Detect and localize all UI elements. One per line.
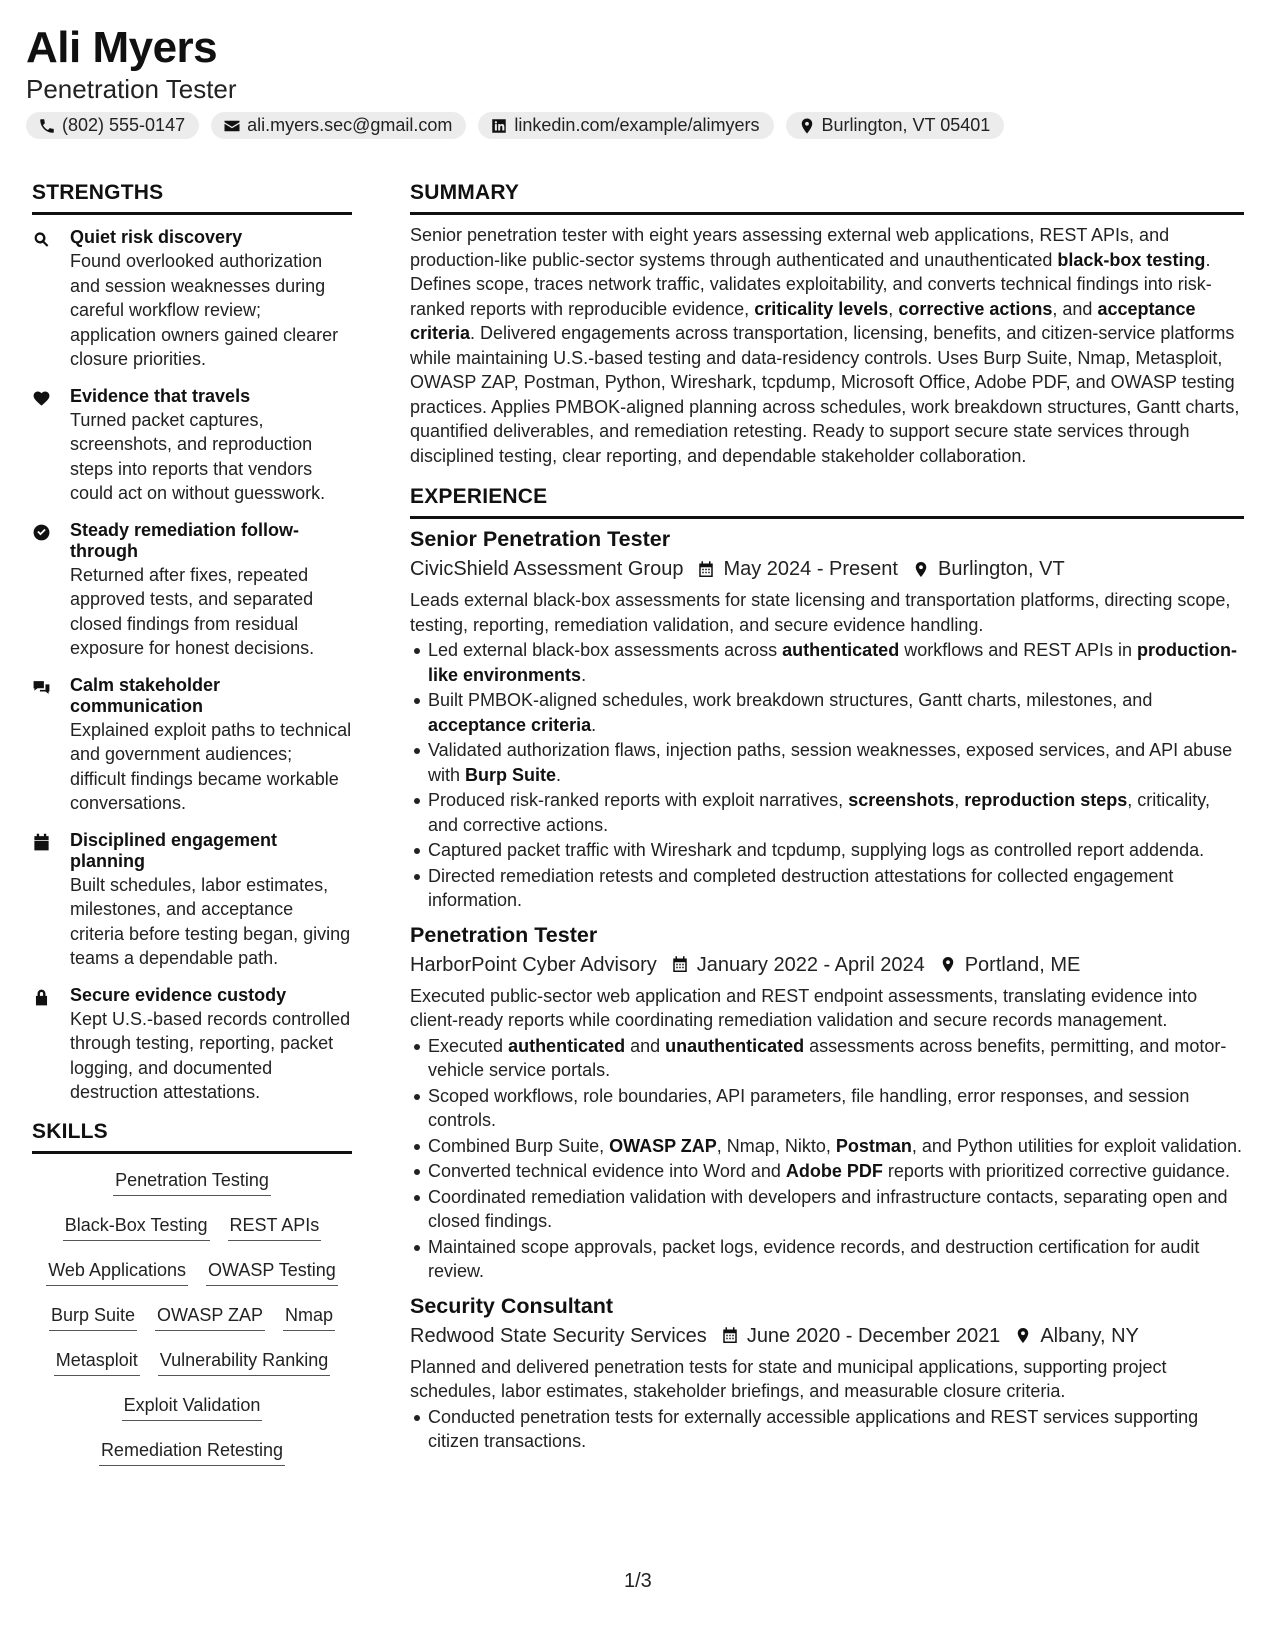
skill-tag: Burp Suite [49, 1303, 137, 1331]
skill-row [32, 1303, 352, 1348]
skill-row [32, 1348, 352, 1393]
linkedin-icon [490, 117, 508, 135]
job-location: Burlington, VT [937, 558, 1065, 580]
strength-title: Calm stakeholder communication [70, 674, 221, 716]
right-column [410, 180, 1244, 1455]
job-bullets [410, 1405, 1244, 1454]
strength-desc: Kept U.S.-based records controlled through testing, reporting, packet logging, and documented destruction attestations. [70, 1008, 351, 1102]
job-title: Penetration Tester [410, 922, 598, 947]
job-bullet: Produced risk-ranked reports with exploit narratives, screenshots, reproduction steps, criticality, and corrective actions. [410, 788, 1244, 837]
comments-icon [32, 678, 51, 697]
bold-text: Postman [835, 1135, 912, 1156]
skills-list [32, 1168, 352, 1483]
job-description: Leads external black-box assessments for state licensing and transportation platforms, directing scope, testing, reporting, remediation validation, and secure evidence handling. [410, 590, 1231, 635]
job-bullet: Conducted penetration tests for externally accessible applications and REST services supporting citizen transactions. [410, 1405, 1244, 1454]
bold-text: criticality levels [754, 298, 889, 319]
contact-location-text: Burlington, VT 05401 [821, 115, 991, 135]
job-description: Executed public-sector web application and REST endpoint assessments, translating evidence into client-ready reports while coordinating remediation validation and secure records management. [410, 985, 1198, 1030]
strengths-heading: STRENGTHS [32, 180, 352, 215]
skill-row [32, 1213, 352, 1258]
job-bullet: Coordinated remediation validation with developers and infrastructure contacts, separating open and closed findings. [410, 1185, 1244, 1234]
job-bullet: Validated authorization flaws, injection paths, session weaknesses, exposed services, and API abuse with Burp Suite. [410, 738, 1244, 787]
job-dates: January 2022 - April 2024 [696, 953, 925, 976]
skill-tag: OWASP ZAP [155, 1303, 265, 1331]
skill-row [32, 1393, 352, 1438]
contact-location [786, 112, 1005, 139]
strength-desc: Turned packet captures, screenshots, and reproduction steps into reports that vendors could act on without guesswork. [70, 409, 326, 503]
job-description: Planned and delivered penetration tests for state and municipal applications, supporting project schedules, labor estimates, stakeholder briefings, and measurable closure criteria. [410, 1356, 1167, 1401]
bold-text: Burp Suite [465, 764, 557, 785]
job-bullet: Directed remediation retests and completed destruction attestations for collected engagement information. [410, 864, 1244, 913]
job-bullet: Built PMBOK-aligned schedules, work breakdown structures, Gantt charts, milestones, and acceptance criteria. [410, 688, 1244, 737]
bold-text: authenticated [782, 640, 900, 660]
job-meta [410, 952, 1244, 978]
calendar-icon [32, 833, 51, 852]
strength-item [32, 675, 352, 816]
job-bullet: Maintained scope approvals, packet logs, evidence records, and destruction certification for audit review. [410, 1235, 1244, 1284]
calendar-icon [697, 560, 715, 579]
job-entry [410, 921, 1244, 1284]
skills-heading: SKILLS [32, 1119, 352, 1154]
job-bullets [410, 638, 1244, 913]
summary-text: Senior penetration tester with eight years assessing external web applications, REST APIs, and production-like public-sector systems through authenticated and unauthenticated black-box testing. Defines scope, traces network traffic, validates exploitability, and converts technical findings into risk-ranked reports with reproducible evidence, criticality levels, corrective actions, and acceptance criteria. Delivered engagements across transportation, licensing, benefits, and citizen-service platforms while maintaining U.S.-based testing and data-residency controls. Uses Burp Suite, Nmap, Metasploit, OWASP ZAP, Postman, Python, Wireshark, tcpdump, Microsoft Office, Adobe PDF, and OWASP testing practices. Applies PMBOK-aligned planning across schedules, work breakdown structures, Gantt charts, quantified deliverables, and remediation retesting. Ready to support secure state services through disciplined testing, clear reporting, and dependable stakeholder collaboration. [410, 225, 1240, 466]
map-pin-icon [939, 955, 957, 974]
phone-icon [38, 117, 56, 135]
bold-text: reproduction steps [964, 790, 1128, 810]
job-title: Senior Penetration Tester [410, 527, 671, 551]
skill-row [32, 1438, 352, 1483]
contact-linkedin-text: linkedin.com/example/alimyers [514, 115, 760, 135]
bold-text: authenticated [508, 1035, 626, 1056]
bold-text: unauthenticated [665, 1035, 805, 1056]
resume-header [26, 22, 1246, 139]
strength-item [32, 227, 352, 372]
candidate-role: Penetration Tester [26, 74, 237, 104]
check-circle-icon [32, 523, 51, 542]
skill-tag: Black-Box Testing [63, 1213, 210, 1241]
job-company: CivicShield Assessment Group [410, 558, 684, 580]
job-location: Albany, NY [1040, 1324, 1139, 1347]
strength-title: Disciplined engagement planning [70, 829, 278, 871]
job-company: HarborPoint Cyber Advisory [410, 953, 657, 976]
summary-heading: SUMMARY [410, 180, 1244, 215]
strength-title: Evidence that travels [70, 385, 251, 406]
skill-tag: Metasploit [54, 1348, 140, 1376]
skill-row [32, 1258, 352, 1303]
strength-item [32, 520, 352, 661]
job-bullet: Scoped workflows, role boundaries, API parameters, file handling, error responses, and session controls. [410, 1084, 1244, 1133]
job-bullets [410, 1034, 1244, 1284]
envelope-icon [223, 117, 241, 135]
job-company: Redwood State Security Services [410, 1324, 707, 1347]
map-pin-icon [798, 117, 816, 135]
contact-email[interactable] [211, 112, 466, 139]
experience-heading: EXPERIENCE [410, 484, 1244, 519]
map-pin-icon [1014, 1326, 1032, 1345]
heart-icon [32, 389, 51, 408]
bold-text: Adobe PDF [785, 1161, 883, 1181]
job-dates: May 2024 - Present [723, 558, 898, 580]
skill-tag: Vulnerability Ranking [158, 1348, 330, 1376]
contact-phone[interactable] [26, 112, 199, 139]
skill-tag: OWASP Testing [206, 1258, 338, 1286]
bold-text: screenshots [848, 790, 955, 810]
strength-item [32, 386, 352, 506]
skill-row [32, 1168, 352, 1213]
skill-tag: Nmap [283, 1303, 335, 1331]
skill-tag: Penetration Testing [113, 1168, 271, 1196]
skill-tag: REST APIs [228, 1213, 322, 1241]
job-bullet: Combined Burp Suite, OWASP ZAP, Nmap, Nikto, Postman, and Python utilities for exploit validation. [410, 1134, 1244, 1159]
strength-title: Quiet risk discovery [70, 227, 243, 247]
job-meta [410, 1323, 1244, 1349]
strength-item [32, 985, 352, 1105]
bold-text: OWASP ZAP [609, 1135, 717, 1156]
job-dates: June 2020 - December 2021 [746, 1324, 1001, 1347]
candidate-name: Ali Myers [26, 23, 218, 72]
skill-tag: Exploit Validation [122, 1393, 263, 1421]
strength-title: Steady remediation follow-through [70, 519, 300, 561]
strengths-list [32, 227, 352, 1105]
strength-desc: Explained exploit paths to technical and government audiences; difficult findings became workable conversations. [70, 719, 352, 813]
contact-linkedin[interactable] [478, 112, 773, 139]
strength-desc: Found overlooked authorization and session weaknesses during careful workflow review; application owners gained clearer closure priorities. [70, 251, 339, 369]
job-location: Portland, ME [964, 953, 1081, 976]
strength-desc: Returned after fixes, repeated approved tests, and separated closed findings from residual exposure for honest decisions. [70, 564, 315, 658]
strength-desc: Built schedules, labor estimates, milestones, and acceptance criteria before testing began, giving teams a dependable path. [70, 874, 351, 968]
contact-phone-text: (802) 555-0147 [62, 115, 186, 135]
job-entry [410, 1292, 1244, 1454]
job-title: Security Consultant [410, 1293, 614, 1318]
map-pin-icon [912, 560, 930, 579]
bold-text: corrective actions [898, 298, 1053, 319]
search-icon [32, 230, 51, 249]
page-number: 1/3 [624, 1570, 652, 1592]
skill-tag: Remediation Retesting [99, 1438, 285, 1466]
job-bullet: Converted technical evidence into Word and Adobe PDF reports with prioritized corrective guidance. [410, 1159, 1244, 1184]
job-bullet: Captured packet traffic with Wireshark and tcpdump, supplying logs as controlled report addenda. [410, 838, 1244, 863]
bold-text: acceptance criteria [410, 298, 1196, 343]
lock-icon [32, 988, 51, 1007]
job-meta [410, 556, 1244, 582]
calendar-icon [721, 1326, 739, 1345]
bold-text: black-box testing [1057, 249, 1206, 270]
contact-bar [26, 112, 1246, 139]
strength-title: Secure evidence custody [70, 984, 287, 1005]
skill-tag: Web Applications [46, 1258, 188, 1286]
calendar-icon [671, 955, 689, 974]
left-column [32, 180, 352, 1483]
contact-email-text: ali.myers.sec@gmail.com [247, 115, 453, 135]
bold-text: production-like environments [428, 640, 1237, 685]
strength-item [32, 830, 352, 971]
job-entry [410, 525, 1244, 913]
job-bullet: Led external black-box assessments across authenticated workflows and REST APIs in production-like environments. [410, 638, 1244, 687]
bold-text: acceptance criteria [428, 714, 592, 735]
job-bullet: Executed authenticated and unauthenticated assessments across benefits, permitting, and motor-vehicle service portals. [410, 1034, 1244, 1083]
